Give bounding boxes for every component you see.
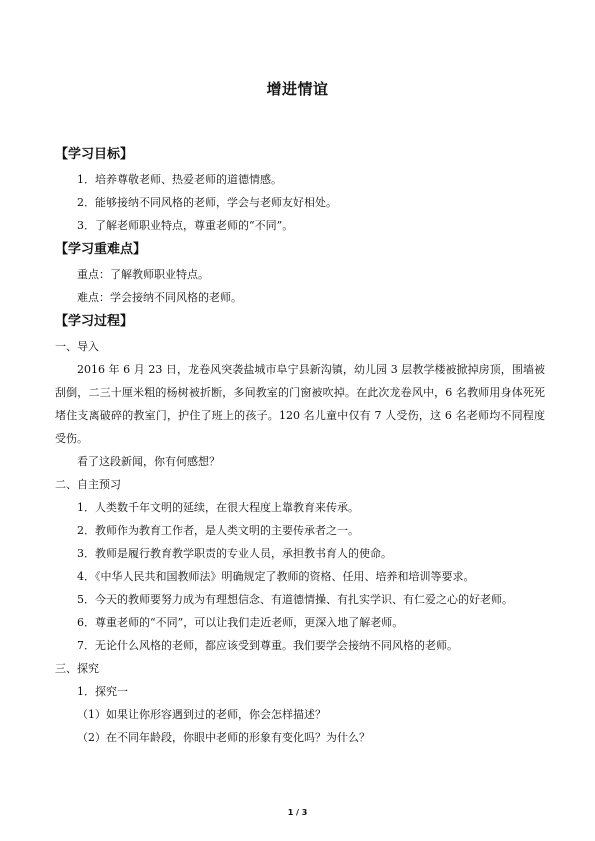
key-point-item-1: 重点：了解教师职业特点。 (77, 268, 209, 281)
self-study-item-4: 4．《中华人民共和国教师法》明确规定了教师的资格、任用、培养和培训等要求。 (77, 570, 475, 583)
explore-question-1: （1）如果让你形容遇到过的老师，你会怎样描述？ (77, 708, 326, 721)
intro-label: 一、导入 (55, 340, 99, 353)
intro-paragraph: 2016 年 6 月 23 日，龙卷风突袭盐城市阜宁县新沟镇，幼儿园 3 层教学楼被掀掉房顶，围墙被刮倒，二三十厘米粗的杨树被折断，多间教室的门窗被吹掉。在此次龙卷风中，6 名教师用身体死死堵住支离破碎的教室门，护住了班上的孩子。120 名儿童中仅有 7 人受伤，这 6 名老师均不同程度受伤。 (55, 363, 545, 445)
objective-item-3: 3．了解老师职业特点，尊重老师的“不同”。 (77, 219, 294, 232)
page-title: 增进情谊 (266, 80, 329, 98)
objective-item-2: 2．能够接纳不同风格的老师，学会与老师友好相处。 (77, 196, 337, 209)
explore-sub-label: 1．探究一 (77, 685, 128, 698)
self-study-label: 二、自主预习 (55, 478, 121, 491)
self-study-item-5: 5．今天的教师要努力成为有理想信念、有道德情操、有扎实学识、有仁爱之心的好老师。 (77, 593, 513, 606)
self-study-item-7: 7．无论什么风格的老师，都应该受到尊重。我们要学会接纳不同风格的老师。 (77, 639, 458, 652)
self-study-item-1: 1．人类数千年文明的延续，在很大程度上靠教育来传承。 (77, 501, 359, 514)
key-point-item-2: 难点：学会接纳不同风格的老师。 (77, 291, 242, 304)
self-study-item-6: 6．尊重老师的“不同”，可以让我们走近老师，更深入地了解老师。 (77, 616, 404, 629)
intro-question: 看了这段新闻，你有何感想？ (77, 455, 220, 468)
document-body (55, 140, 545, 749)
explore-question-2: （2）在不同年龄段，你眼中老师的形象有变化吗？为什么？ (77, 731, 370, 744)
objective-item-1: 1．培养尊敬老师、热爱老师的道德情感。 (77, 173, 282, 186)
self-study-item-3: 3．教师是履行教育教学职责的专业人员，承担教书育人的使命。 (77, 547, 392, 560)
key-points-heading: 【学习重难点】 (55, 242, 147, 257)
explore-label: 三、探究 (55, 662, 99, 675)
objectives-heading: 【学习目标】 (55, 147, 134, 162)
self-study-item-2: 2．教师作为教育工作者，是人类文明的主要传承者之一。 (77, 524, 359, 537)
process-heading: 【学习过程】 (55, 314, 134, 329)
page-number: 1 / 3 (287, 808, 308, 817)
